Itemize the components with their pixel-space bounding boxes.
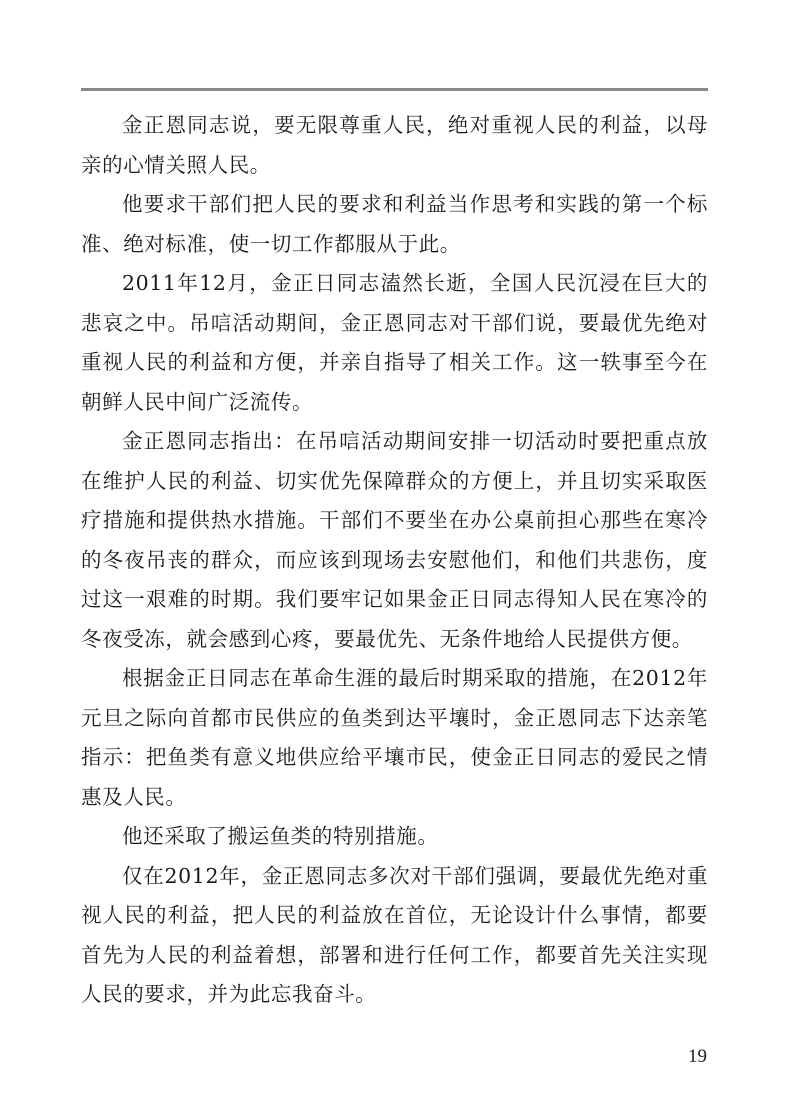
paragraph-1: 金正恩同志说，要无限尊重人民，绝对重视人民的利益，以母亲的心情关照人民。 [81, 113, 708, 177]
paragraph-3: 2011年12月，金正日同志溘然长逝，全国人民沉浸在巨大的悲哀之中。吊唁活动期间，金正恩同志对干部们说，要最优先绝对重视人民的利益和方便，并亲自指导了相关工作。这一轶事至今在朝鲜人民中间广泛流传。 [81, 271, 708, 414]
paragraph-5: 根据金正日同志在革命生涯的最后时期采取的措施，在2012年元旦之际向首都市民供应的鱼类到达平壤时，金正恩同志下达亲笔指示：把鱼类有意义地供应给平壤市民，使金正日同志的爱民之情惠及人民。 [81, 666, 708, 809]
paragraph-4: 金正恩同志指出：在吊唁活动期间安排一切活动时要把重点放在维护人民的利益、切实优先保障群众的方便上，并且切实采取医疗措施和提供热水措施。干部们不要坐在办公桌前担心那些在寒冷的冬夜吊丧的群众，而应该到现场去安慰他们，和他们共悲伤，度过这一艰难的时期。我们要牢记如果金正日同志得知人民在寒冷的冬夜受冻，就会感到心疼，要最优先、无条件地给人民提供方便。 [81, 429, 708, 651]
paragraph-7: 仅在2012年，金正恩同志多次对干部们强调，要最优先绝对重视人民的利益，把人民的利益放在首位，无论设计什么事情，都要首先为人民的利益着想，部署和进行任何工作，都要首先关注实现人民的要求，并为此忘我奋斗。 [81, 863, 708, 1006]
paragraph-2: 他要求干部们把人民的要求和利益当作思考和实践的第一个标准、绝对标准，使一切工作都服从于此。 [81, 192, 708, 256]
body-text [81, 106, 708, 1015]
paragraph-6: 他还采取了搬运鱼类的特别措施。 [122, 824, 439, 848]
page-number: 19 [688, 1046, 707, 1067]
header-rule [81, 88, 708, 91]
